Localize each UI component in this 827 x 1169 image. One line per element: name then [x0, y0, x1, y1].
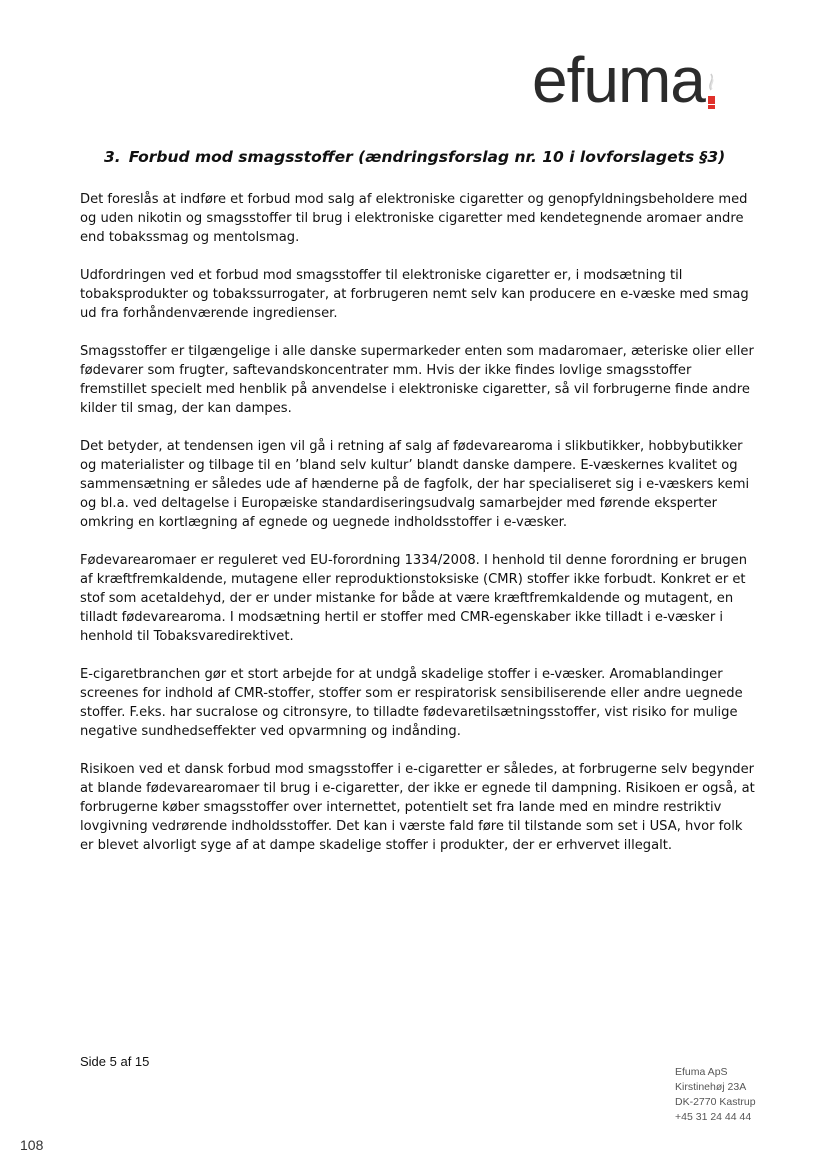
address-line: +45 31 24 44 44: [675, 1111, 752, 1123]
paragraph: Smagsstoffer er tilgængelige i alle danske supermarkeder enten som madaromaer, æteriske olier eller fødevarer som frugter, saftevandskoncentrater mm. Hvis der ikke findes lovlige smagsstoffer fremstillet specielt med henblik på anvendelse i elektroniske cigaretter, så vil forbrugerne finde andre kilder til smag, der kan dampes.: [80, 344, 754, 416]
margin-page-number: 108: [20, 1137, 44, 1153]
address-line: Kirstinehøj 23A: [675, 1081, 747, 1093]
efuma-logo: [532, 44, 705, 116]
company-address: [675, 1065, 756, 1125]
logo-text: efuma: [532, 44, 705, 116]
address-line: DK-2770 Kastrup: [675, 1096, 756, 1108]
section-title: Forbud mod smagsstoffer (ændringsforslag nr. 10 i lovforslagets §3): [128, 148, 726, 166]
paragraph: Udfordringen ved et forbud mod smagsstoffer til elektroniske cigaretter er, i modsætning til tobaksprodukter og tobakssurrogater, at forbrugeren nemt selv kan producere en e-væske med smag ud fra forhåndenværende ingredienser.: [80, 268, 749, 321]
section-heading: [104, 148, 725, 166]
body-text: [80, 190, 755, 874]
paragraph: E-cigaretbranchen gør et stort arbejde for at undgå skadelige stoffer i e-væsker. Aromablandinger screenes for indhold af CMR-stoffer, stoffer som er respiratorisk sensibiliserende eller andre uegnede stoffer. F.eks. har sucralose og citronsyre, to tilladte fødevaretilsætningsstoffer, vist risiko for mulige negative sundhedseffekter ved opvarmning og indånding.: [80, 667, 743, 739]
address-line: Efuma ApS: [675, 1066, 728, 1078]
paragraph: Risikoen ved et dansk forbud mod smagsstoffer i e-cigaretter er således, at forbrugerne selv begynder at blande fødevarearomaer til brug i e-cigaretter, der ikke er egnede til dampning. Risikoen er også, at forbrugerne køber smagsstoffer over internettet, potentielt set fra lande med en mindre restriktiv lovgivning vedrørende indholdsstoffer. Det kan i værste fald føre til tilstande som set i USA, hvor folk er blevet alvorligt syge af at dampe skadelige stoffer i produkter, der er erhvervet illegalt.: [80, 762, 755, 853]
flame-icon: [705, 72, 717, 110]
paragraph: Det foreslås at indføre et forbud mod salg af elektroniske cigaretter og genopfyldningsbeholdere med og uden nikotin og smagsstoffer til brug i elektroniske cigaretter med kendetegnende aromaer andre end tobakssmag og mentolsmag.: [80, 192, 748, 245]
section-number: 3.: [104, 148, 121, 166]
page-number: Side 5 af 15: [80, 1054, 150, 1069]
paragraph: Fødevarearomaer er reguleret ved EU-forordning 1334/2008. I henhold til denne forordning er brugen af kræftfremkaldende, mutagene eller reproduktionstoksiske (CMR) stoffer ikke forbudt. Konkret er et stof som acetaldehyd, der er under mistanke for både at være kræftfremkaldende og mutagent, en tilladt fødevarearoma. I modsætning hertil er stoffer med CMR-egenskaber ikke tilladt i e-væsker i henhold til Tobaksvaredirektivet.: [80, 553, 748, 644]
paragraph: Det betyder, at tendensen igen vil gå i retning af salg af fødevarearoma i slikbutikker, hobbybutikker og materialister og tilbage til en ’bland selv kultur’ blandt danske dampere. E-væskernes kvalitet og sammensætning er således ude af hænderne på de fagfolk, der har specialiseret sig i e-væskers kemi og bl.a. ved deltagelse i Europæiske standardiseringsudvalg samarbejder med førende eksperter omkring en kortlægning af egnede og uegnede indholdsstoffer i e-væsker.: [80, 439, 750, 530]
